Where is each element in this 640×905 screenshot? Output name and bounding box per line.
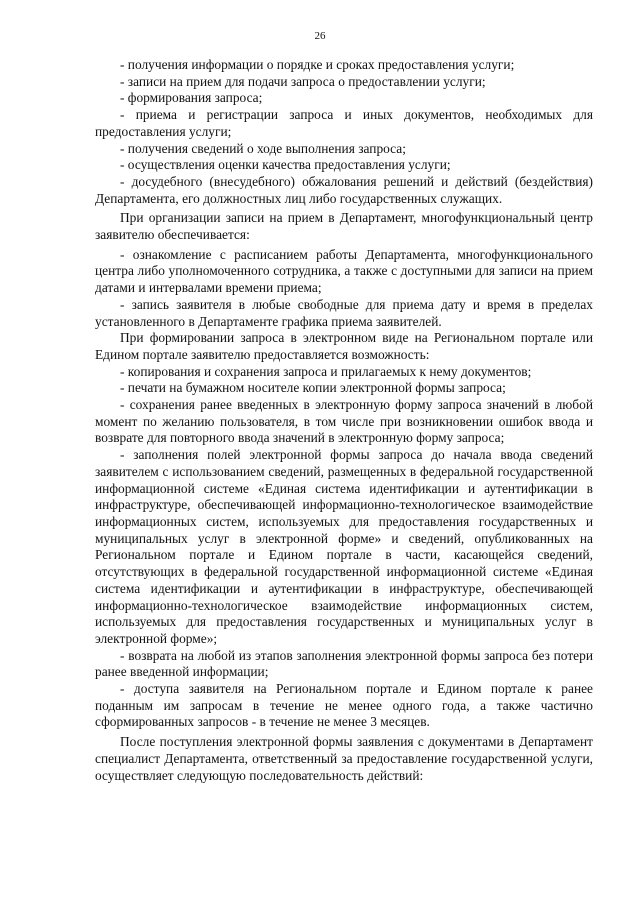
list-item-info-order: - получения информации о порядке и сроках предоставления услуги; (120, 57, 515, 72)
list-item-appeal: - досудебного (внесудебного) обжалования решений и действий (бездействия) Департамента, его должностных лиц либо государственных служащих. (95, 173, 593, 206)
list-item-saving: - сохранения ранее введенных в электронную форму запроса значений в любой момент по желанию пользователя, в том числе при возникновении ошибок ввода и возврате для повторного ввода значений в электронную форму запроса; (95, 397, 593, 446)
list-item-quality-assessment: - осуществления оценки качества предоставления услуги; (120, 157, 451, 173)
list-item-progress-info: - получения сведений о ходе выполнения запроса; (120, 140, 406, 156)
list-item-request-forming: - формирования запроса; (120, 90, 263, 106)
page-number: 26 (314, 30, 326, 42)
list-item-access: - доступа заявителя на Региональном портале и Едином портале к ранее поданным им запросам в течение не менее одного года, а также частично сформированных запросов - в течение не менее 3 месяцев. (95, 681, 593, 730)
paragraph-appointment-intro: При организации записи на прием в Департамент, многофункциональный центр заявителю обеспечивается: (95, 210, 593, 243)
list-item-printing: - печати на бумажном носителе копии электронной формы запроса; (120, 380, 506, 396)
list-item-return: - возврата на любой из этапов заполнения электронной формы запроса без потери ранее введенной информации; (95, 647, 593, 680)
paragraph-electronic-intro: При формировании запроса в электронном виде на Региональном портале или Едином портале заявителю предоставляется возможность: (95, 330, 593, 362)
list-item-booking: - запись заявителя в любые свободные для приема дату и время в пределах установленного в Департаменте графика приема заявителей. (95, 296, 593, 329)
list-item-autofill: - заполнения полей электронной формы запроса до начала ввода сведений заявителем с использованием сведений, размещенных в федеральной государственной информационной системе «Единая система идентификации и аутентификации в инфраструктуре, обеспечивающей информационно-технологическое взаимодействие информационных систем, используемых для предоставления государственных и муниципальных услуг в электронной форме» и сведений, опубликованных на Региональном портале и Едином портале в части, касающейся сведений, отсутствующих в федеральной государственной информационной системе «Единая система идентификации и аутентификации в инфраструктуре, обеспечивающей информационно-технологическое взаимодействие информационных систем, используемых для предоставления государственных и муниципальных услуг в электронной форме»; (95, 447, 593, 646)
paragraph-after-receipt: После поступления электронной формы заявления с документами в Департамент специалист Департамента, ответственный за предоставление государственной услуги, осуществляет следующую последовательность действий: (95, 734, 593, 783)
list-item-registration: - приема и регистрации запроса и иных документов, необходимых для предоставления услуги; (95, 107, 593, 139)
list-item-schedule: - ознакомление с расписанием работы Департамента, многофункционального центра либо уполномоченного сотрудника, а также с доступными для записи на прием датами и интервалами времени приема; (95, 246, 593, 296)
list-item-appointment: - записи на прием для подачи запроса о предоставлении услуги; (120, 73, 486, 89)
list-item-copying: - копирования и сохранения запроса и прилагаемых к нему документов; (120, 363, 532, 379)
document-body (95, 57, 593, 784)
